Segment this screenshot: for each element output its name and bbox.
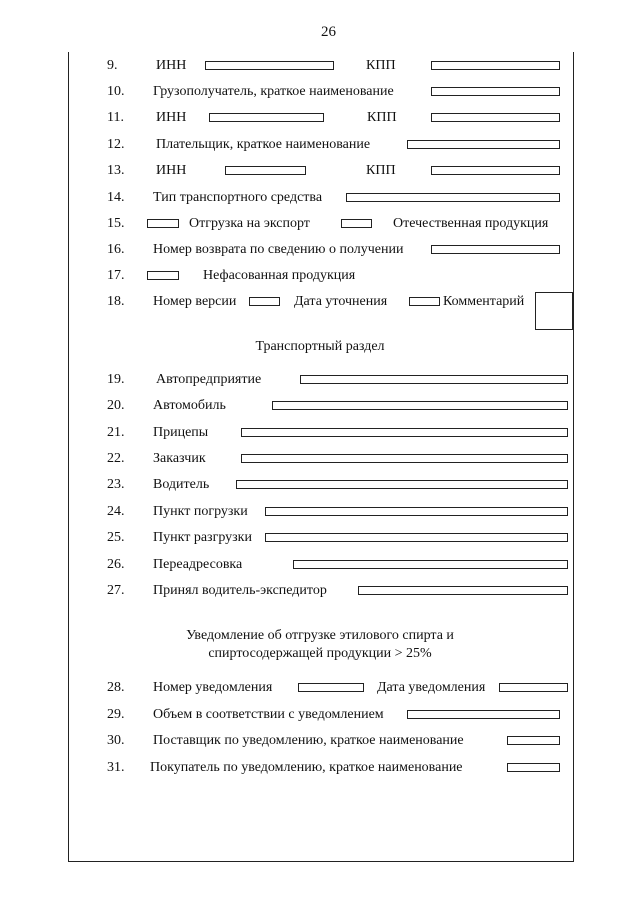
- vehicle-type-input[interactable]: [346, 193, 560, 202]
- export-label: Отгрузка на экспорт: [189, 216, 310, 231]
- notice-buyer-label: Покупатель по уведомлению, краткое наименование: [150, 760, 463, 775]
- version-number-input[interactable]: [249, 297, 280, 306]
- kpp-label: КПП: [366, 58, 396, 73]
- vehicle-type-label: Тип транспортного средства: [153, 190, 323, 205]
- kpp-label: КПП: [367, 110, 397, 125]
- consignee-input[interactable]: [431, 87, 560, 96]
- clarification-date-label: Дата уточнения: [294, 294, 388, 309]
- payer-input[interactable]: [407, 140, 560, 149]
- inn-label: ИНН: [156, 110, 187, 125]
- notice-section-title-line1: Уведомление об отгрузке этилового спирта и: [186, 628, 454, 643]
- kpp-input[interactable]: [431, 61, 560, 70]
- row-number: 19.: [107, 372, 125, 387]
- clarification-date-input[interactable]: [409, 297, 440, 306]
- row-number: 15.: [107, 216, 125, 231]
- inn-input[interactable]: [205, 61, 334, 70]
- customer-input[interactable]: [241, 454, 568, 463]
- row-number: 22.: [107, 451, 125, 466]
- carrier-company-label: Автопредприятие: [156, 372, 262, 387]
- redirection-input[interactable]: [293, 560, 568, 569]
- row-number: 28.: [107, 680, 125, 695]
- domestic-label: Отечественная продукция: [393, 216, 549, 231]
- notice-date-label: Дата уведомления: [377, 680, 486, 695]
- kpp-label: КПП: [366, 163, 396, 178]
- page-number: 26: [321, 24, 336, 40]
- notice-supplier-input[interactable]: [507, 736, 560, 745]
- kpp-input[interactable]: [431, 113, 560, 122]
- notice-volume-label: Объем в соответствии с уведомлением: [153, 707, 384, 722]
- row-number: 10.: [107, 84, 125, 99]
- consignee-label: Грузополучатель, краткое наименование: [153, 84, 394, 99]
- row-number: 23.: [107, 477, 125, 492]
- vehicle-label: Автомобиль: [153, 398, 226, 413]
- driver-input[interactable]: [236, 480, 568, 489]
- row-number: 18.: [107, 294, 125, 309]
- vehicle-input[interactable]: [272, 401, 568, 410]
- row-number: 27.: [107, 583, 125, 598]
- row-number: 26.: [107, 557, 125, 572]
- kpp-input[interactable]: [431, 166, 560, 175]
- driver-label: Водитель: [153, 477, 210, 492]
- notice-supplier-label: Поставщик по уведомлению, краткое наименование: [153, 733, 464, 748]
- bulk-product-checkbox[interactable]: [147, 271, 179, 280]
- return-number-input[interactable]: [431, 245, 560, 254]
- row-number: 16.: [107, 242, 125, 257]
- row-number: 17.: [107, 268, 125, 283]
- trailers-input[interactable]: [241, 428, 568, 437]
- row-number: 30.: [107, 733, 125, 748]
- accepted-by-driver-label: Принял водитель-экспедитор: [153, 583, 327, 598]
- version-number-label: Номер версии: [153, 294, 237, 309]
- row-number: 11.: [107, 110, 124, 125]
- row-number: 13.: [107, 163, 125, 178]
- inn-label: ИНН: [156, 163, 187, 178]
- inn-label: ИНН: [156, 58, 187, 73]
- notice-number-label: Номер уведомления: [153, 680, 273, 695]
- comment-input[interactable]: [535, 292, 573, 330]
- notice-date-input[interactable]: [499, 683, 568, 692]
- redirection-label: Переадресовка: [153, 557, 243, 572]
- row-number: 24.: [107, 504, 125, 519]
- row-number: 9.: [107, 58, 118, 73]
- payer-label: Плательщик, краткое наименование: [156, 137, 371, 152]
- return-number-label: Номер возврата по сведению о получении: [153, 242, 404, 257]
- unloading-point-label: Пункт разгрузки: [153, 530, 252, 545]
- row-number: 12.: [107, 137, 125, 152]
- trailers-label: Прицепы: [153, 425, 209, 440]
- domestic-checkbox[interactable]: [341, 219, 372, 228]
- customer-label: Заказчик: [153, 451, 206, 466]
- notice-buyer-input[interactable]: [507, 763, 560, 772]
- loading-point-label: Пункт погрузки: [153, 504, 248, 519]
- row-number: 21.: [107, 425, 125, 440]
- notice-number-input[interactable]: [298, 683, 364, 692]
- row-number: 31.: [107, 760, 125, 775]
- inn-input[interactable]: [225, 166, 306, 175]
- inn-input[interactable]: [209, 113, 324, 122]
- accepted-by-driver-input[interactable]: [358, 586, 568, 595]
- transport-section-title: Транспортный раздел: [255, 339, 385, 354]
- unloading-point-input[interactable]: [265, 533, 568, 542]
- row-number: 14.: [107, 190, 125, 205]
- loading-point-input[interactable]: [265, 507, 568, 516]
- notice-volume-input[interactable]: [407, 710, 560, 719]
- row-number: 29.: [107, 707, 125, 722]
- row-number: 20.: [107, 398, 125, 413]
- carrier-company-input[interactable]: [300, 375, 568, 384]
- comment-label: Комментарий: [443, 294, 525, 309]
- bulk-product-label: Нефасованная продукция: [203, 268, 356, 283]
- export-checkbox[interactable]: [147, 219, 179, 228]
- notice-section-title-line2: спиртосодержащей продукции > 25%: [208, 646, 432, 661]
- row-number: 25.: [107, 530, 125, 545]
